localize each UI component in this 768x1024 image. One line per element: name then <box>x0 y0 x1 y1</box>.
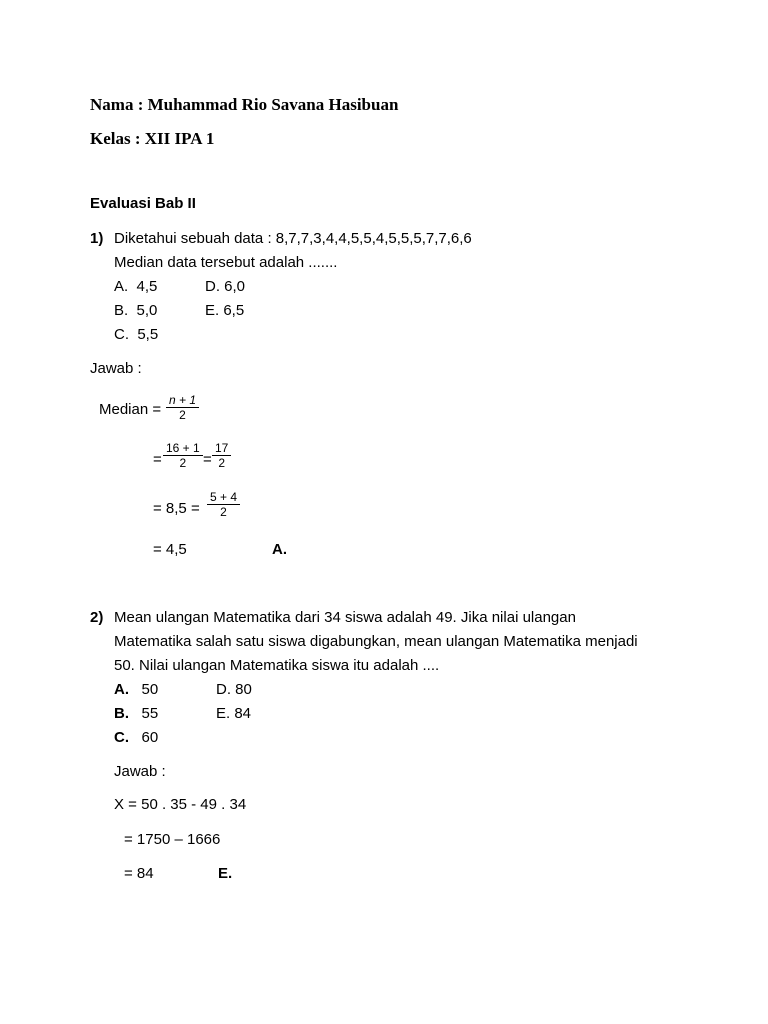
fraction-denominator: 2 <box>179 456 187 470</box>
fraction-denominator: 2 <box>220 505 227 519</box>
q1-option-c-value: 5,5 <box>137 326 159 343</box>
q2-calc-line3: = 84 <box>124 865 154 882</box>
equals-sign: = <box>203 451 212 468</box>
q2-option-c-value: 60 <box>141 729 159 746</box>
q1-option-a-value: 4,5 <box>136 278 158 295</box>
q2-option-c <box>114 729 158 746</box>
q2-option-d: D. 80 <box>216 681 252 698</box>
q1-option-c-key: C. <box>114 326 129 343</box>
q2-option-e: E. 84 <box>216 705 252 722</box>
q2-option-b <box>114 705 158 722</box>
fraction-numerator: 16 + 1 <box>163 441 203 456</box>
q1-option-b-value: 5,0 <box>136 302 158 319</box>
fraction-numerator: 5 + 4 <box>207 490 240 505</box>
step-4-text: = 4,5 <box>153 541 187 558</box>
question-2-line3: 50. Nilai ulangan Matematika siswa itu adalah .... <box>114 657 440 674</box>
fraction-denominator: 2 <box>218 456 226 470</box>
q1-option-b-key: B. <box>114 302 129 319</box>
q1-jawab-label: Jawab : <box>90 360 142 377</box>
question-2-line1: Mean ulangan Matematika dari 34 siswa adalah 49. Jika nilai ulangan <box>114 609 576 626</box>
q1-option-d: D. 6,0 <box>205 278 246 295</box>
fraction-16-plus-1-over-2 <box>163 441 203 470</box>
q1-option-e: E. 6,5 <box>205 302 245 319</box>
fraction-5-plus-4-over-2 <box>207 490 240 519</box>
q1-option-a <box>114 278 157 295</box>
fraction-numerator: n + 1 <box>166 393 199 408</box>
q2-calc-line1: X = 50 . 35 - 49 . 34 <box>114 796 247 813</box>
fraction-numerator: 17 <box>212 441 231 456</box>
q2-option-a-value: 50 <box>141 681 159 698</box>
q2-option-c-key: C. <box>114 729 129 746</box>
question-2-line2: Matematika salah satu siswa digabungkan, mean ulangan Matematika menjadi <box>114 633 638 650</box>
section-title: Evaluasi Bab II <box>90 195 196 212</box>
equals-sign: = <box>153 451 162 468</box>
question-1-text-line2: Median data tersebut adalah ....... <box>114 254 338 271</box>
q2-option-a <box>114 681 158 698</box>
question-1-number: 1) <box>90 230 104 247</box>
question-1-text: Diketahui sebuah data : 8,7,7,3,4,4,5,5,4,5,5,5,7,7,6,6 <box>114 230 472 247</box>
step-3-text: = 8,5 = <box>153 500 200 517</box>
q2-answer: E. <box>218 865 233 882</box>
median-label: Median = <box>99 401 162 418</box>
question-2-number: 2) <box>90 609 104 626</box>
q2-option-b-value: 55 <box>141 705 159 722</box>
q1-option-c <box>114 326 158 343</box>
student-class: Kelas : XII IPA 1 <box>90 129 215 148</box>
fraction-denominator: 2 <box>179 408 186 422</box>
q2-calc-line2: = 1750 – 1666 <box>124 831 221 848</box>
q2-option-a-key: A. <box>114 681 129 698</box>
q2-option-b-key: B. <box>114 705 129 722</box>
fraction-n-plus-1-over-2 <box>166 393 199 422</box>
q1-option-b <box>114 302 157 319</box>
q1-answer: A. <box>272 541 287 558</box>
student-name: Nama : Muhammad Rio Savana Hasibuan <box>90 95 399 114</box>
q2-jawab-label: Jawab : <box>114 763 166 780</box>
fraction-17-over-2 <box>212 441 231 470</box>
q1-option-a-key: A. <box>114 278 129 295</box>
